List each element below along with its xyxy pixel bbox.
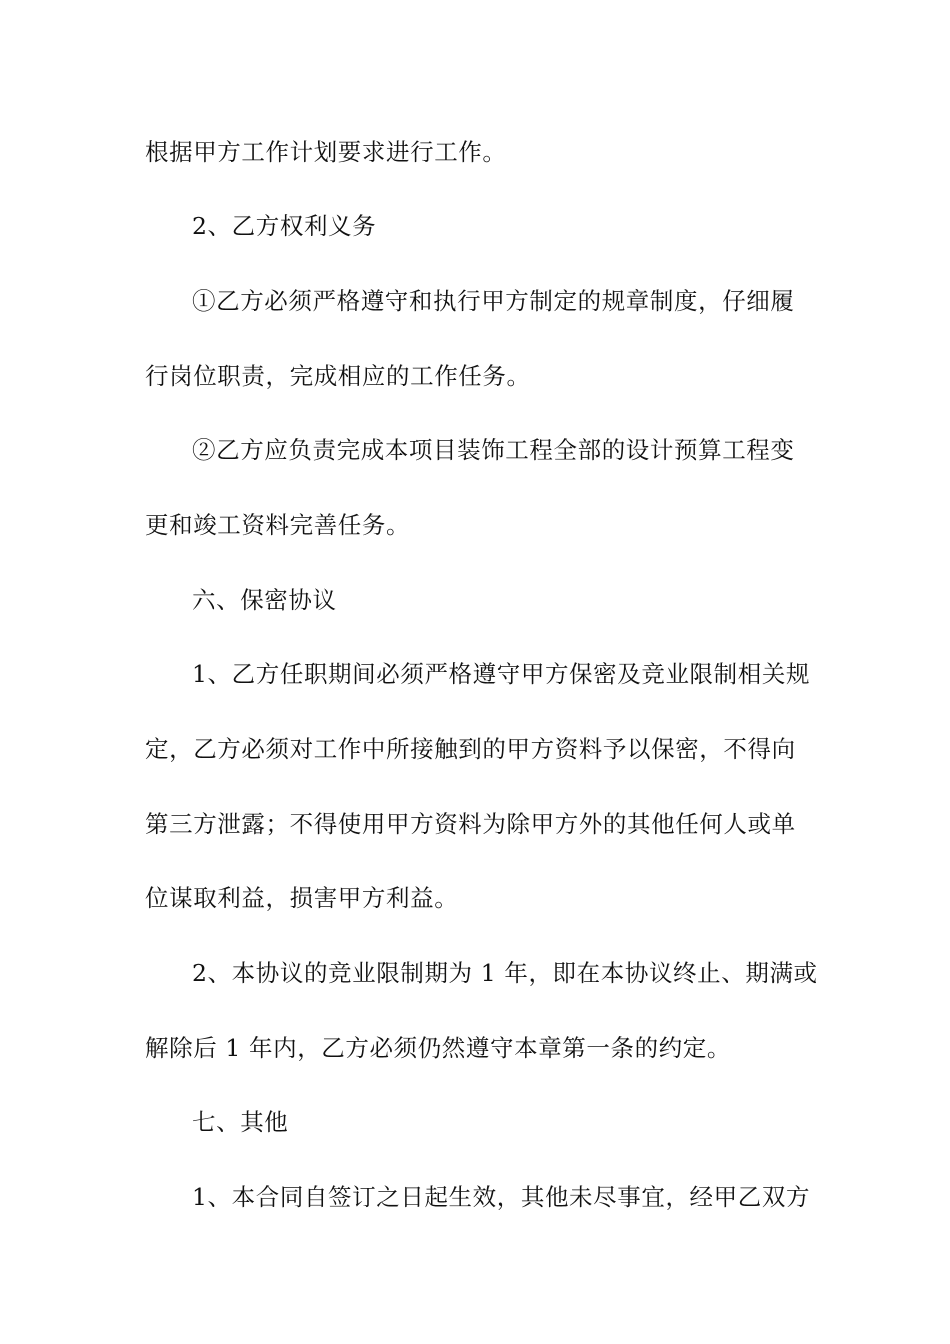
section-heading: 六、保密协议 [192, 586, 337, 614]
body-text-line: 定，乙方必须对工作中所接触到的甲方资料予以保密，不得向 [145, 735, 796, 763]
section-heading: 七、其他 [192, 1108, 289, 1136]
body-text-line: ①乙方必须严格遵守和执行甲方制定的规章制度，仔细履 [192, 287, 795, 315]
body-text-line: 更和竣工资料完善任务。 [145, 511, 411, 539]
body-text-line: 位谋取利益，损害甲方利益。 [145, 884, 459, 912]
body-text-line: 根据甲方工作计划要求进行工作。 [145, 138, 507, 166]
body-text-line: 解除后 1 年内，乙方必须仍然遵守本章第一条的约定。 [145, 1034, 731, 1062]
body-text-line: ②乙方应负责完成本项目装饰工程全部的设计预算工程变 [192, 436, 795, 464]
body-text-line: 行岗位职责，完成相应的工作任务。 [145, 362, 531, 390]
subsection-heading: 2、乙方权利义务 [192, 212, 377, 240]
body-text-line: 1、本合同自签订之日起生效，其他未尽事宜，经甲乙双方 [192, 1183, 811, 1211]
body-text-line: 第三方泄露；不得使用甲方资料为除甲方外的其他任何人或单 [145, 810, 796, 838]
body-text-line: 2、本协议的竞业限制期为 1 年，即在本协议终止、期满或 [192, 959, 818, 987]
body-text-line: 1、乙方任职期间必须严格遵守甲方保密及竞业限制相关规 [192, 660, 811, 688]
